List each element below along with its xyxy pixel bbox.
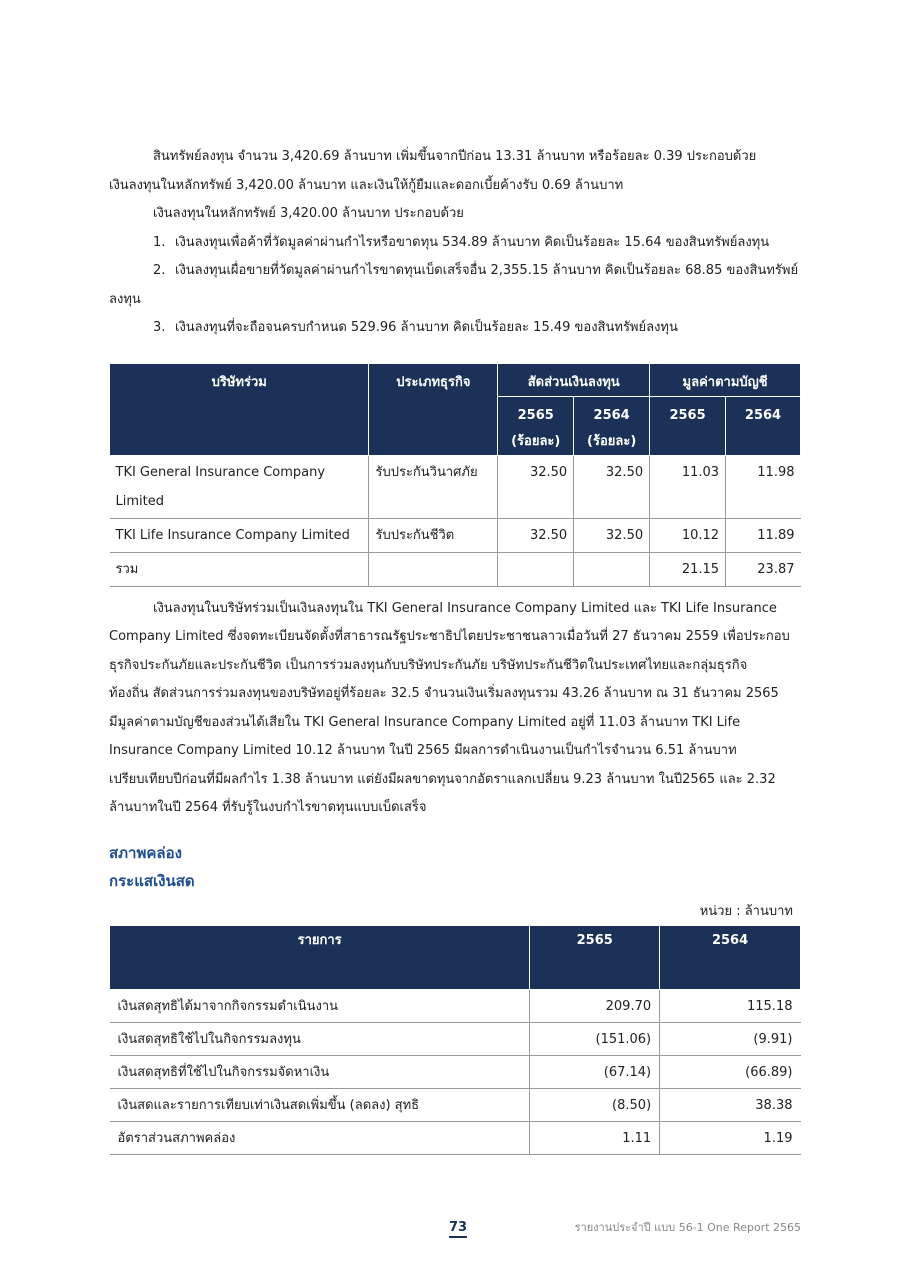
percent-label: (ร้อยละ) [511,433,561,449]
cell-company: TKI General Insurance Company Limited [110,455,369,518]
cell-item: เงินสดสุทธิที่ใช้ไปในกิจกรรมจัดหาเงิน [110,1055,530,1088]
list-text: เงินลงทุนที่จะถือจนครบกำหนด 529.96 ล้านบาท คิดเป็นร้อยละ 15.49 ของสินทรัพย์ลงทุน [175,320,678,335]
table-row [110,518,801,552]
header-company: บริษัทร่วม [110,363,369,455]
header-book-2564: 2564 [726,396,801,455]
year-label: 2564 [593,407,630,423]
list-item-wrap: ลงทุน [109,291,141,307]
section-subheading-cashflow: กระแสเงินสด [109,871,195,890]
header-2564: 2564 [660,925,801,989]
table-row [110,1088,801,1121]
table-row [110,1121,801,1154]
cell-share-2564: 32.50 [574,455,650,518]
cell-2565: (8.50) [530,1088,660,1121]
header-share-2565 [498,396,574,455]
header-business-type: ประเภทธุรกิจ [369,363,498,455]
cell-2565: (67.14) [530,1055,660,1088]
unit-label: หน่วย : ล้านบาท [699,903,793,919]
paragraph-line: เงินลงทุนในหลักทรัพย์ 3,420.00 ล้านบาท และเงินให้กู้ยืมและดอกเบี้ยค้างรับ 0.69 ล้านบาท [109,177,624,193]
page-footer [0,1219,906,1239]
cell-book-2564: 23.87 [726,552,801,586]
header-item: รายการ [110,925,530,989]
cashflow-table [109,925,801,1155]
header-investment-share: สัดส่วนเงินลงทุน [498,363,650,396]
cell-item: อัตราส่วนสภาพคล่อง [110,1121,530,1154]
cell-2564: 1.19 [660,1121,801,1154]
cell-share-2564 [574,552,650,586]
table-row [110,1022,801,1055]
paragraph-line: สินทรัพย์ลงทุน จำนวน 3,420.69 ล้านบาท เพิ่มขึ้นจากปีก่อน 13.31 ล้านบาท หรือร้อยละ 0.39 ประกอบด้วย [153,149,757,164]
cell-item: เงินสดสุทธิใช้ไปในกิจกรรมลงทุน [110,1022,530,1055]
cell-2564: 38.38 [660,1088,801,1121]
table-row [110,455,801,518]
section-heading-liquidity: สภาพคล่อง [109,843,182,862]
cell-business [369,552,498,586]
cell-business: รับประกันชีวิต [369,518,498,552]
cell-2564: (66.89) [660,1055,801,1088]
cell-company: รวม [110,552,369,586]
cell-book-2565: 10.12 [650,518,726,552]
paragraph-line: Company Limited ซึ่งจดทะเบียนจัดตั้งที่สาธารณรัฐประชาธิปไตยประชาชนลาวเมื่อวันที่ 27 ธันวาคม 2559 เพื่อประกอบ [109,629,790,644]
cell-business: รับประกันวินาศภัย [369,455,498,518]
cell-share-2565 [498,552,574,586]
paragraph-line: มีมูลค่าตามบัญชีของส่วนได้เสียใน TKI General Insurance Company Limited อยู่ที่ 11.03 ล้านบาท TKI Life [109,714,741,730]
paragraph-line: ธุรกิจประกันภัยและประกันชีวิต เป็นการร่วมลงทุนกับบริษัทประกันภัย บริษัทประกันชีวิตในประเทศไทยและกลุ่มธุรกิจ [109,657,748,673]
list-text: เงินลงทุนเผื่อขายที่วัดมูลค่าผ่านกำไรขาดทุนเบ็ดเสร็จอื่น 2,355.15 ล้านบาท คิดเป็นร้อยละ 68.85 ของสินทรัพย์ [175,263,799,278]
header-book-value: มูลค่าตามบัญชี [650,363,801,396]
cell-book-2565: 21.15 [650,552,726,586]
page-content [109,143,801,1155]
percent-label: (ร้อยละ) [587,433,637,449]
cell-share-2565: 32.50 [498,455,574,518]
paragraph-line: ล้านบาทในปี 2564 ที่รับรู้ในงบกำไรขาดทุนแบบเบ็ดเสร็จ [109,800,427,815]
paragraph-securities: เงินลงทุนในหลักทรัพย์ 3,420.00 ล้านบาท ประกอบด้วย [153,206,464,221]
report-title: รายงานประจำปี แบบ 56-1 One Report 2565 [574,1221,801,1234]
paragraph-line: เงินลงทุนในบริษัทร่วมเป็นเงินลงทุนใน TKI General Insurance Company Limited และ TKI Life Insurance [153,600,777,616]
list-item [109,257,801,286]
associates-table [109,363,801,587]
header-book-2565: 2565 [650,396,726,455]
list-text: เงินลงทุนเพื่อค้าที่วัดมูลค่าผ่านกำไรหรือขาดทุน 534.89 ล้านบาท คิดเป็นร้อยละ 15.64 ของสินทรัพย์ลงทุน [175,234,770,250]
list-item [109,229,801,258]
table-row [110,989,801,1022]
cell-share-2565: 32.50 [498,518,574,552]
cell-2565: 1.11 [530,1121,660,1154]
list-number: 1. [153,234,166,250]
cell-2565: 209.70 [530,989,660,1022]
year-label: 2565 [517,407,554,423]
cell-2564: 115.18 [660,989,801,1022]
list-number: 3. [153,320,166,335]
header-2565: 2565 [530,925,660,989]
cell-item: เงินสดและรายการเทียบเท่าเงินสดเพิ่มขึ้น (ลดลง) สุทธิ [110,1088,530,1121]
cell-2565: (151.06) [530,1022,660,1055]
paragraph-investment-assets [109,143,801,172]
paragraph-line: ท้องถิ่น สัดส่วนการร่วมลงทุนของบริษัทอยู่ที่ร้อยละ 32.5 จำนวนเงินเริ่มลงทุนรวม 43.26 ล้านบาท ณ 31 ธันวาคม 2565 [109,686,779,701]
cell-book-2565: 11.03 [650,455,726,518]
cell-share-2564: 32.50 [574,518,650,552]
cell-company: TKI Life Insurance Company Limited [110,518,369,552]
cell-book-2564: 11.98 [726,455,801,518]
table-row-total [110,552,801,586]
cell-2564: (9.91) [660,1022,801,1055]
cell-item: เงินสดสุทธิได้มาจากกิจกรรมดำเนินงาน [110,989,530,1022]
paragraph-line: Insurance Company Limited 10.12 ล้านบาท ในปี 2565 มีผลการดำเนินงานเป็นกำไรจำนวน 6.51 ล้านบาท [109,743,737,758]
associates-paragraph [109,595,801,823]
cell-book-2564: 11.89 [726,518,801,552]
paragraph-line: เปรียบเทียบปีก่อนที่มีผลกำไร 1.38 ล้านบาท แต่ยังมีผลขาดทุนจากอัตราแลกเปลี่ยน 9.23 ล้านบาท ในปี2565 และ 2.32 [109,771,776,787]
page-number: 73 [449,1219,467,1238]
table-row [110,1055,801,1088]
list-item [109,314,801,343]
header-share-2564 [574,396,650,455]
list-number: 2. [153,263,166,278]
